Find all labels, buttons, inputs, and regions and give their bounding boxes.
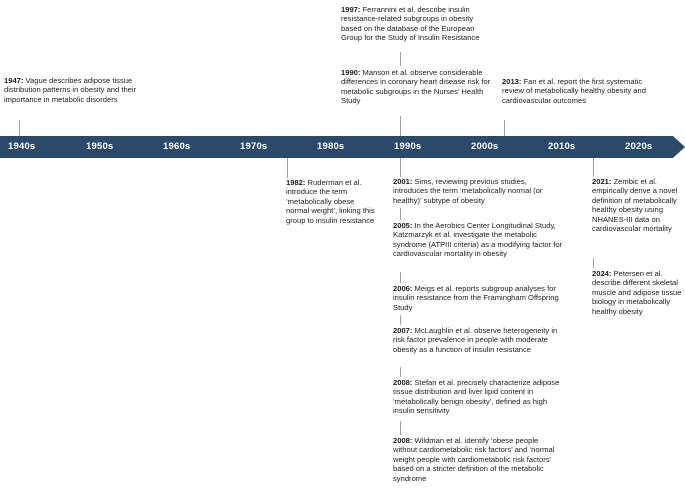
- event-year: 1990:: [341, 68, 361, 77]
- decade-label: 1940s: [8, 141, 36, 152]
- timeline-event: [393, 436, 563, 483]
- timeline-event: [393, 177, 563, 205]
- event-year: 2006:: [393, 284, 413, 293]
- timeline-event: [592, 177, 682, 233]
- connector-line: [504, 120, 505, 136]
- event-description: Ferrannini et al. describe insulin resistance-related subgroups in obesity based on the database of the European Group for the Study of Insulin Resistance: [341, 5, 480, 43]
- decade-label: 1950s: [86, 141, 114, 152]
- connector-line: [400, 208, 401, 220]
- timeline-event: [393, 326, 563, 354]
- connector-line: [287, 158, 288, 178]
- event-year: 2001:: [393, 177, 413, 186]
- event-description: Ruderman et al. introduce the term ‘metabolically obese normal weight’, linking this group to insulin resistance: [286, 178, 375, 225]
- decade-label: 1960s: [163, 141, 191, 152]
- event-description: McLaughlin et al. observe heterogeneity in risk factor prevalence in people with moderate obesity as a function of insulin resistance: [393, 326, 558, 354]
- timeline-event: [4, 76, 154, 104]
- event-description: Petersen et al. describe different skeletal muscle and adipose tissue biology in metabolically healthy obesity: [592, 269, 682, 316]
- event-description: Vague describes adipose tissue distribution patterns in obesity and their importance in metabolic disorders: [4, 76, 137, 104]
- timeline-event: [393, 221, 563, 259]
- timeline-event: [393, 284, 563, 312]
- event-description: Sims, reviewing previous studies, introduces the term ‘metabolically normal (or healthy)’ subtype of obesity: [393, 177, 543, 205]
- event-year: 1947:: [4, 76, 24, 85]
- event-year: 2024:: [592, 269, 612, 278]
- event-year: 2007:: [393, 326, 413, 335]
- event-year: 1997:: [341, 5, 361, 14]
- event-year: 2021:: [592, 177, 612, 186]
- event-description: Wildman et al. identify ‘obese people without cardiometabolic risk factors’ and ‘normal weight people with cardiometabolic risk factors’ based on a stricter definition of the metabolic syndrome: [393, 436, 555, 483]
- event-description: Stefan et al. precisely characterize adipose tissue distribution and liver lipid content in ‘metabolically benign obesity’, defined as high insulin sensitivity: [393, 378, 560, 416]
- decade-label: 2020s: [625, 141, 653, 152]
- connector-line: [400, 421, 401, 435]
- connector-line: [400, 52, 401, 66]
- timeline-event: [502, 77, 652, 105]
- timeline-event: [592, 269, 682, 316]
- connector-line: [593, 158, 594, 177]
- timeline-event: [286, 178, 378, 225]
- event-description: Zembic et al. empirically derive a novel definition of metabolically healthy obesity using NHANES-III data on cardiovascular mortality: [592, 177, 678, 234]
- event-description: Meigs et al. reports subgroup analyses for insulin resistance from the Framingham Offspring Study: [393, 284, 559, 312]
- event-year: 1982:: [286, 178, 306, 187]
- event-description: In the Aerobics Center Longitudinal Study, Katzmarzyk et al. investigate the metabolic syndrome (ATPIII criteria) as a modifying factor for cardiovascular mortality in obesity: [393, 221, 563, 259]
- timeline-event: [393, 378, 563, 416]
- event-year: 2005:: [393, 221, 413, 230]
- event-year: 2008:: [393, 436, 413, 445]
- event-description: Fan et al. report the first systematic review of metabolically healthy obesity and cardiovascular outcomes: [502, 77, 646, 105]
- connector-line: [400, 158, 401, 177]
- event-year: 2008:: [393, 378, 413, 387]
- timeline-event: [341, 68, 491, 106]
- connector-line: [400, 272, 401, 283]
- connector-line: [400, 315, 401, 325]
- decade-label: 1970s: [240, 141, 268, 152]
- event-description: Manson et al. observe considerable differences in coronary heart disease risk for metabolic subgroups in the Nurses’ Health Study: [341, 68, 491, 106]
- decade-label: 1980s: [317, 141, 345, 152]
- connector-line: [593, 258, 594, 268]
- decade-label: 2010s: [548, 141, 576, 152]
- timeline-event: [341, 5, 491, 43]
- event-year: 2013:: [502, 77, 522, 86]
- connector-line: [400, 367, 401, 377]
- connector-line: [19, 120, 20, 136]
- decade-label: 2000s: [471, 141, 499, 152]
- decade-label: 1990s: [394, 141, 422, 152]
- connector-line: [400, 116, 401, 136]
